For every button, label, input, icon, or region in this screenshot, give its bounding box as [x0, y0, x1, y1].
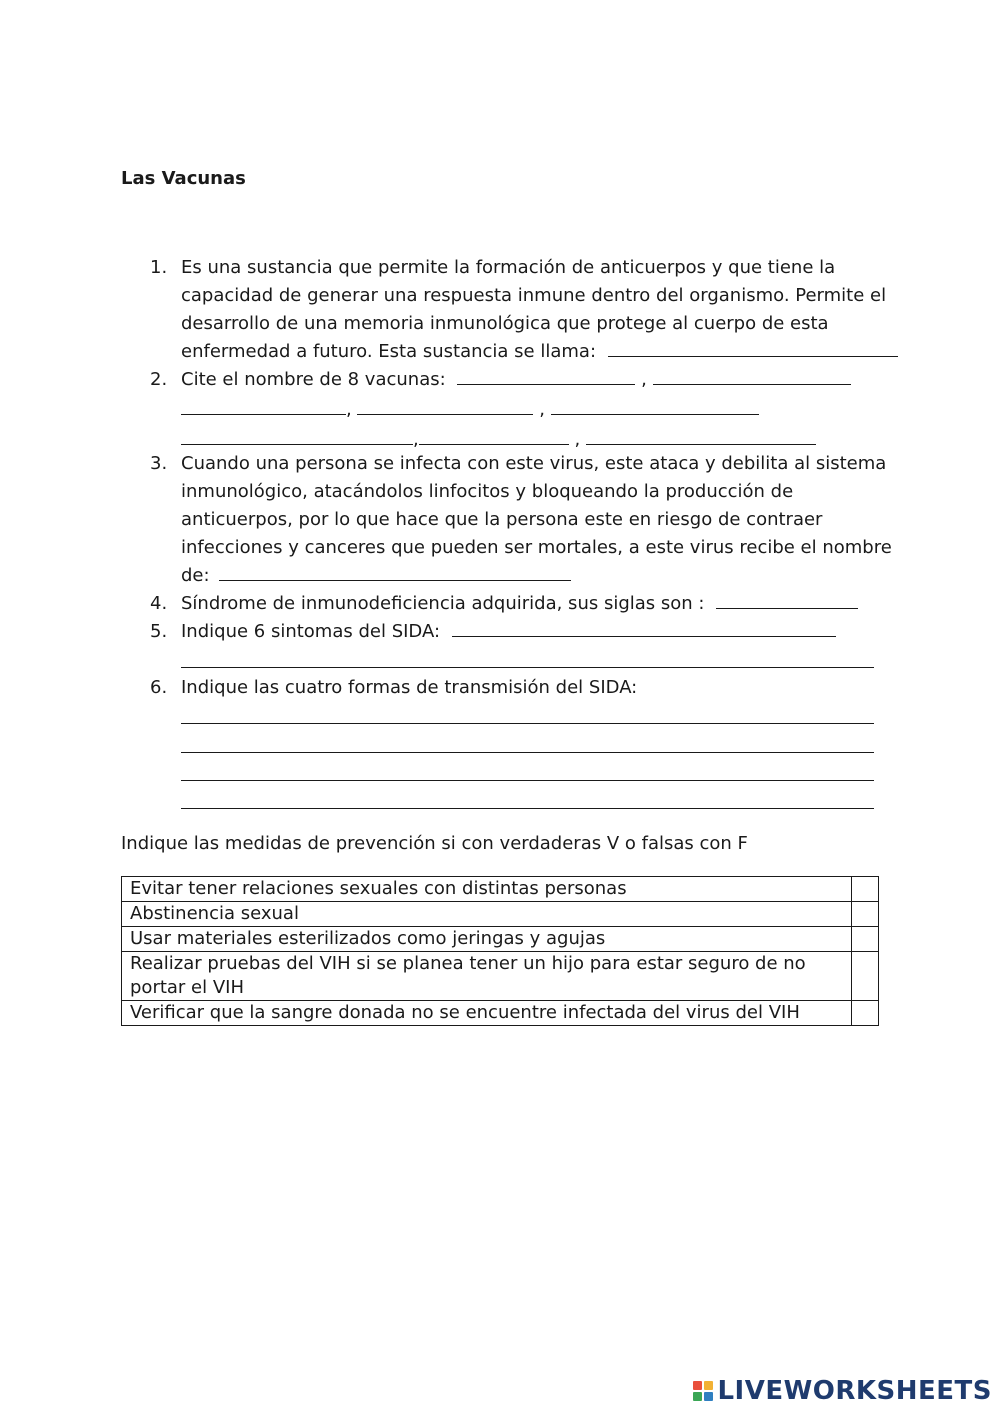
question-number: 5.	[150, 621, 168, 642]
answer-blank[interactable]	[653, 366, 851, 385]
statement-cell: Evitar tener relaciones sexuales con distintas personas	[122, 877, 852, 902]
answer-blank[interactable]	[457, 366, 635, 385]
question-text-line: Es una sustancia que permite la formación de anticuerpos y que tiene la	[181, 257, 836, 278]
question-text: Cite el nombre de 8 vacunas:	[181, 369, 446, 390]
statement-line: portar el VIH	[130, 977, 245, 998]
table-row	[122, 952, 879, 1001]
question-number: 4.	[150, 593, 168, 614]
liveworksheets-watermark	[693, 1376, 992, 1406]
answer-line[interactable]	[181, 723, 874, 724]
statement-cell: Verificar que la sangre donada no se encuentre infectada del virus del VIH	[122, 1001, 852, 1026]
answer-blank[interactable]	[716, 590, 858, 609]
answer-line[interactable]	[181, 808, 874, 809]
logo-tile	[704, 1392, 713, 1401]
logo-tile	[704, 1381, 713, 1390]
question-text-line: Cuando una persona se infecta con este virus, este ataca y debilita al sistema	[181, 453, 887, 474]
question-number: 2.	[150, 369, 168, 390]
question-number: 1.	[150, 257, 168, 278]
answer-cell[interactable]	[852, 927, 879, 952]
question-text-line: capacidad de generar una respuesta inmune dentro del organismo. Permite el	[181, 285, 887, 306]
brand-name: LIVEWORKSHEETS	[717, 1376, 992, 1406]
answer-blank[interactable]	[608, 338, 898, 357]
answer-cell[interactable]	[852, 1001, 879, 1026]
question-text-line: infecciones y canceres que pueden ser mortales, a este virus recibe el nombre	[181, 537, 892, 558]
true-false-instructions: Indique las medidas de prevención si con verdaderas V o falsas con F	[121, 833, 748, 854]
statement-line: Realizar pruebas del VIH si se planea tener un hijo para estar seguro de no	[130, 953, 806, 974]
question-text-line: anticuerpos, por lo que hace que la persona este en riesgo de contraer	[181, 509, 823, 530]
table-row	[122, 1001, 879, 1026]
answer-blank[interactable]	[452, 618, 836, 637]
answer-blank[interactable]	[357, 396, 533, 415]
question-text: Indique las cuatro formas de transmisión del SIDA:	[181, 677, 638, 698]
answer-blank[interactable]	[181, 426, 413, 445]
statement-cell: Usar materiales esterilizados como jeringas y agujas	[122, 927, 852, 952]
answer-cell[interactable]	[852, 877, 879, 902]
table-row	[122, 902, 879, 927]
table-row	[122, 877, 879, 902]
liveworksheets-logo-icon	[693, 1381, 713, 1401]
comma-separator: ,	[346, 399, 352, 420]
question-text-line: desarrollo de una memoria inmunológica que protege al cuerpo de esta	[181, 313, 829, 334]
statement-cell: Abstinencia sexual	[122, 902, 852, 927]
answer-line[interactable]	[181, 667, 874, 668]
worksheet-title: Las Vacunas	[121, 168, 246, 189]
question-text-line: inmunológico, atacándolos linfocitos y bloqueando la producción de	[181, 481, 794, 502]
answer-blank[interactable]	[419, 426, 569, 445]
prevention-table	[121, 876, 879, 1026]
comma-separator: ,	[635, 369, 653, 390]
comma-separator: ,	[568, 429, 586, 450]
question-text: Síndrome de inmunodeficiencia adquirida, sus siglas son :	[181, 593, 705, 614]
answer-blank[interactable]	[181, 396, 346, 415]
answer-cell[interactable]	[852, 952, 879, 1001]
comma-separator: ,	[413, 429, 419, 450]
answer-blank[interactable]	[586, 426, 816, 445]
statement-cell	[122, 952, 852, 1001]
answer-blank[interactable]	[219, 562, 571, 581]
answer-line[interactable]	[181, 780, 874, 781]
question-number: 3.	[150, 453, 168, 474]
question-text-line: enfermedad a futuro. Esta sustancia se llama:	[181, 341, 597, 362]
question-text: Indique 6 sintomas del SIDA:	[181, 621, 441, 642]
question-text-line: de:	[181, 565, 210, 586]
logo-tile	[693, 1392, 702, 1401]
answer-cell[interactable]	[852, 902, 879, 927]
logo-tile	[693, 1381, 702, 1390]
question-number: 6.	[150, 677, 168, 698]
comma-separator: ,	[533, 399, 551, 420]
answer-line[interactable]	[181, 752, 874, 753]
answer-blank[interactable]	[551, 396, 759, 415]
table-row	[122, 927, 879, 952]
